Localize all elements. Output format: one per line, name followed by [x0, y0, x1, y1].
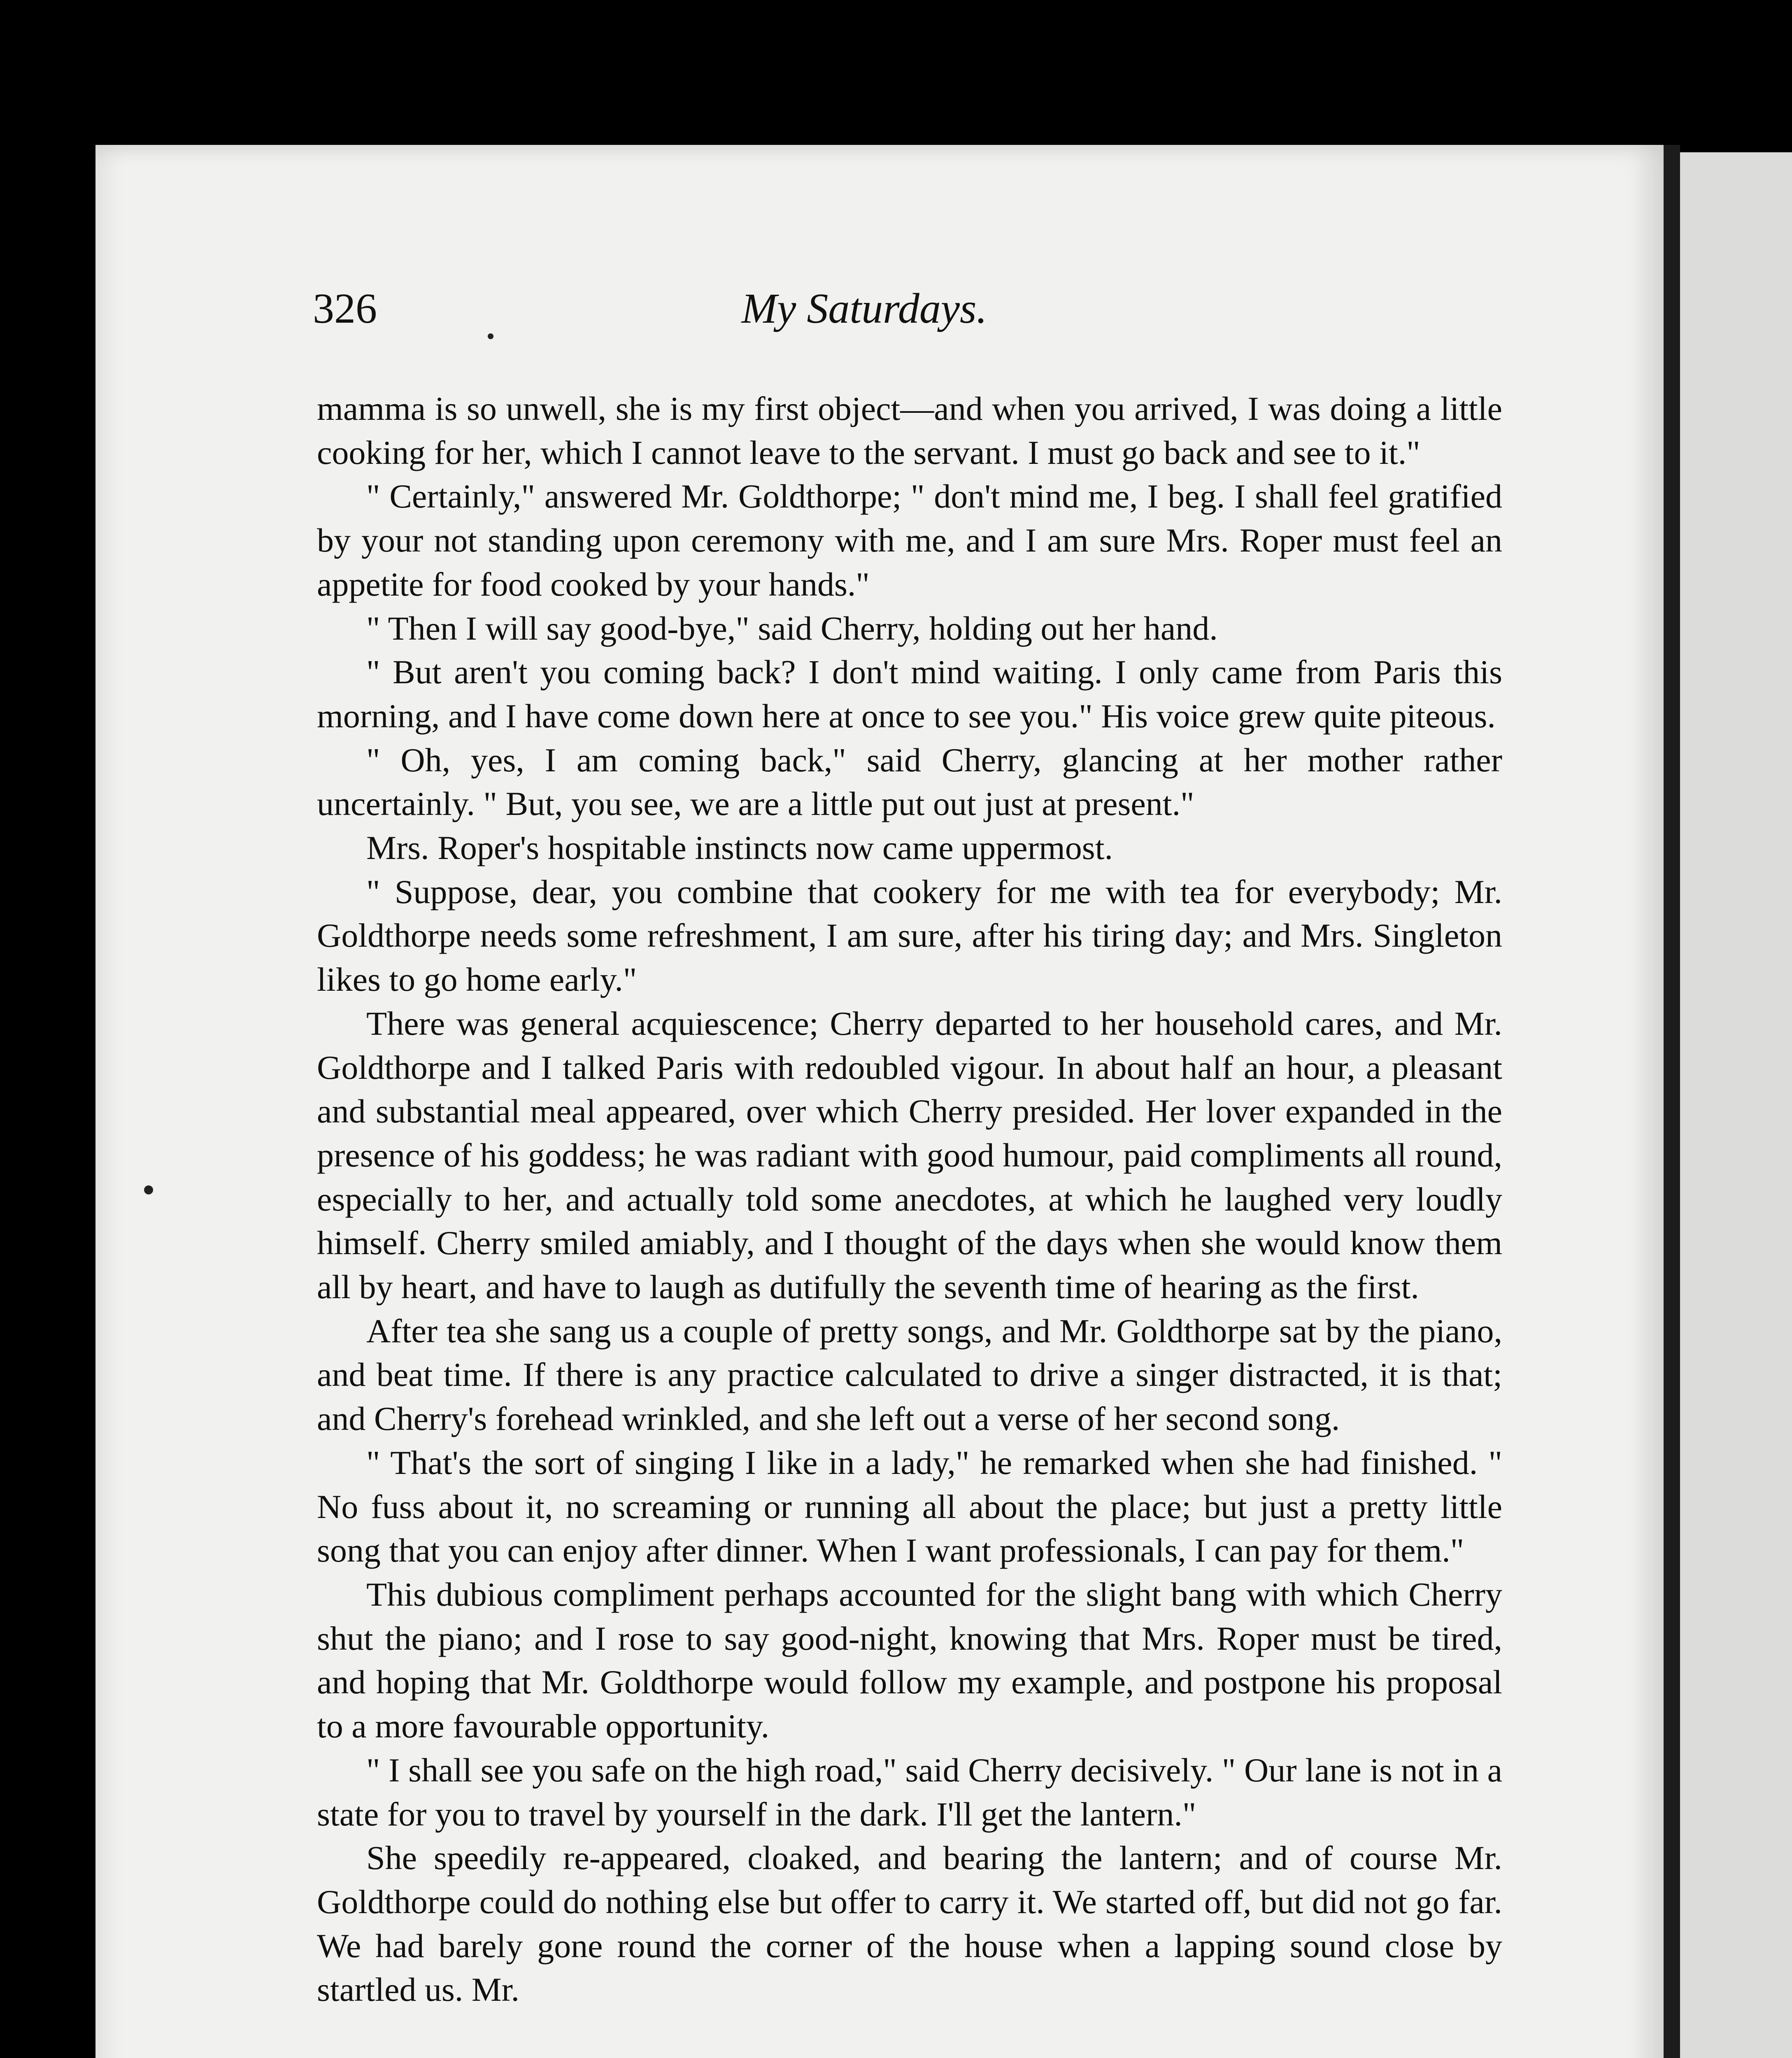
running-title: My Saturdays. [741, 285, 987, 332]
adjacent-page-edge [1680, 152, 1792, 2058]
paragraph: This dubious compliment perhaps accounted for the slight bang with which Cherry shut the piano; and I rose to say good-night, knowing that Mrs. Roper must be tired, and hoping that Mr. Goldthorpe would follow my example, and postpone his proposal to a more favourable opportunity. [317, 1575, 1502, 1745]
paragraph: " Certainly," answered Mr. Goldthorpe; " don't mind me, I beg. I shall feel gratified by your not standing upon ceremony with me, and I am sure Mrs. Roper must feel an appetite for food cooked by your hands." [317, 477, 1502, 603]
paragraph: " But aren't you coming back? I don't mind waiting. I only came from Paris this morning, and I have come down here at once to see you." His voice grew quite piteous. [317, 653, 1502, 735]
paragraph: " Oh, yes, I am coming back," said Cherry, glancing at her mother rather uncertainly. " But, you see, we are a little put out just at present." [317, 741, 1502, 823]
paragraph: Mrs. Roper's hospitable instincts now came uppermost. [366, 829, 1113, 867]
body-text [317, 387, 1502, 2012]
paragraph: " I shall see you safe on the high road," said Cherry decisively. " Our lane is not in a state for you to travel by yourself in the dark. I'll get the lantern." [317, 1751, 1502, 1833]
paragraph: mamma is so unwell, she is my first object—and when you arrived, I was doing a little cooking for her, which I cannot leave to the servant. I must go back and see to it." [317, 390, 1502, 471]
paragraph: She speedily re-appeared, cloaked, and bearing the lantern; and of course Mr. Goldthorpe could do nothing else but offer to carry it. We started off, but did not go far. We had barely gone round the corner of the house when a lapping sound close by startled us. Mr. [317, 1839, 1502, 2009]
paragraph: " Then I will say good-bye," said Cherry, holding out her hand. [366, 609, 1218, 647]
paragraph: After tea she sang us a couple of pretty songs, and Mr. Goldthorpe sat by the piano, and beat time. If there is any practice calculated to drive a singer distracted, it is that; and Cherry's forehead wrinkled, and she left out a verse of her second song. [317, 1312, 1502, 1438]
paragraph: " Suppose, dear, you combine that cookery for me with tea for everybody; Mr. Goldthorpe needs some refreshment, I am sure, after his tiring day; and Mrs. Singleton likes to go home early." [317, 873, 1502, 999]
paragraph: There was general acquiescence; Cherry departed to her household cares, and Mr. Goldthorpe and I talked Paris with redoubled vigour. In about half an hour, a pleasant and substantial meal appeared, over which Cherry presided. Her lover expanded in the presence of his goddess; he was radiant with good humour, paid compliments all round, especially to her, and actually told some anecdotes, at which he laughed very loudly himself. Cherry smiled amiably, and I thought of the days when she would know them all by heart, and have to laugh as dutifully the seventh time of hearing as the first. [317, 1004, 1502, 1306]
ink-speck [488, 333, 493, 339]
book-gutter [1664, 145, 1680, 2058]
ink-speck [144, 1185, 153, 1194]
page-number: 326 [313, 285, 377, 332]
page-header [218, 284, 1510, 354]
paragraph: " That's the sort of singing I like in a lady," he remarked when she had finished. " No fuss about it, no screaming or running all about the place; but just a pretty little song that you can enjoy after dinner. When I want professionals, I can pay for them." [317, 1443, 1502, 1569]
